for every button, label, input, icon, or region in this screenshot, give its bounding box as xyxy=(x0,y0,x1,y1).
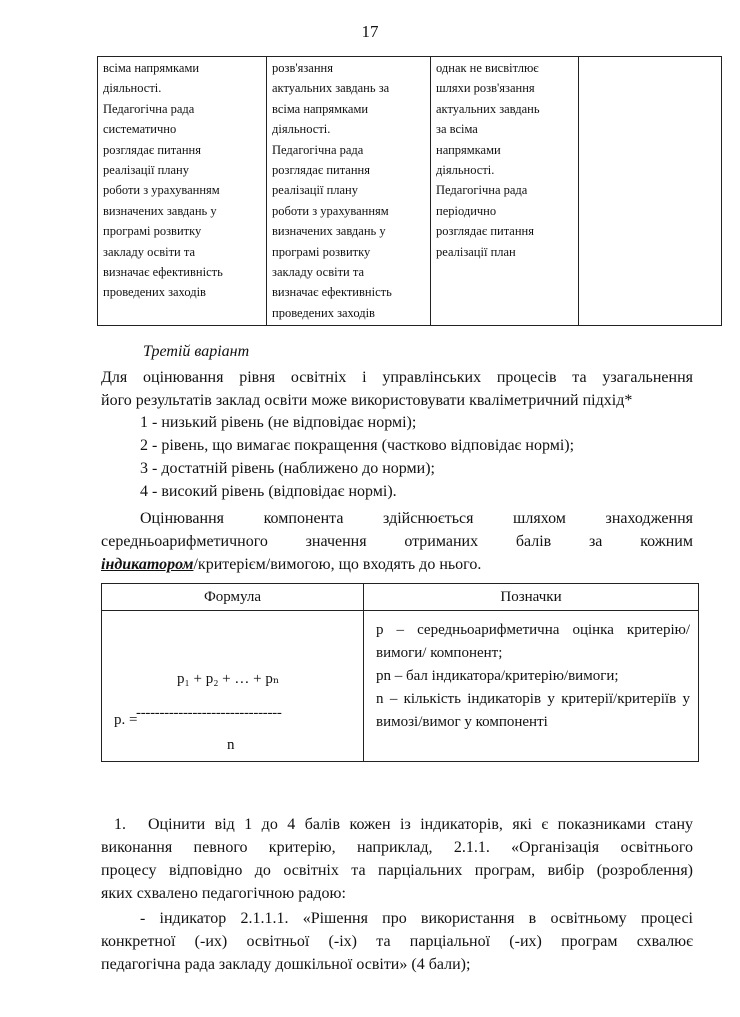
cell-line: розв'язання xyxy=(272,61,333,75)
continuation-table xyxy=(97,56,722,326)
notation-pn: pn – бал індикатора/критерію/вимоги; xyxy=(376,668,619,684)
item1-line-3: процесу відповідно до освітніх та парціальних програм, вибір (розроблення) xyxy=(101,862,693,879)
cell-line: періодично xyxy=(436,203,497,218)
level-item: 4 - високий рівень (відповідає нормі). xyxy=(140,483,397,500)
cell-line: Педагогічна рада xyxy=(272,142,364,157)
notation-p: p – середньоарифметична оцінка критерію/вимоги/ компонент; xyxy=(376,622,690,661)
cell-line: розглядає питання xyxy=(103,142,201,157)
cell-line: систематично xyxy=(103,122,177,137)
cell-line: діяльності. xyxy=(103,81,162,96)
notation-header: Позначки xyxy=(364,584,699,611)
cell-line: визначених завдань у xyxy=(103,203,217,218)
intro-line-1: Для оцінювання рівня освітніх і управлінських процесів та узагальнення xyxy=(101,369,693,386)
notation-cell xyxy=(364,611,699,762)
cell-line: Педагогічна рада xyxy=(103,101,195,116)
intro-line-2: його результатів заклад освіти може використовувати кваліметричний підхід* xyxy=(101,392,633,409)
variant-heading: Третій варіант xyxy=(143,343,250,360)
evaluation-line-3 xyxy=(101,553,693,576)
evaluation-line-3-text: /критерієм/вимогою, що входять до нього. xyxy=(193,556,482,573)
table-row xyxy=(102,611,699,762)
cell-line: діяльності. xyxy=(272,122,331,137)
cell-line: реалізації плану xyxy=(103,163,189,178)
cell-line: реалізації план xyxy=(436,244,516,259)
evaluation-line-1: Оцінювання компонента здійснюється шляхом знаходження xyxy=(140,510,693,527)
cell-line: діяльності. xyxy=(436,163,495,178)
cell-line: розглядає питання xyxy=(272,163,370,178)
cell-line: актуальних завдань за xyxy=(272,81,390,96)
cell-line: напрямками xyxy=(436,142,501,157)
table-cell-col2 xyxy=(267,57,431,326)
cell-line: проведених заходів xyxy=(103,285,206,300)
cell-line: шляхи розв'язання xyxy=(436,81,535,96)
cell-line: програмі розвитку xyxy=(103,224,202,239)
page-number: 17 xyxy=(361,22,379,41)
formula-cell xyxy=(102,611,364,762)
cell-line: однак не висвітлює xyxy=(436,61,539,75)
emphasis-term: індикатором xyxy=(101,556,194,573)
table-cell-col1 xyxy=(98,57,267,326)
cell-line: роботи з урахуванням xyxy=(103,183,220,198)
cell-line: всіма напрямками xyxy=(272,101,369,116)
table-header-row xyxy=(102,584,699,611)
cell-line: розглядає питання xyxy=(436,224,534,239)
formula-numerator: p₁ + p₂ + … + pₙ xyxy=(177,671,280,687)
cell-line: закладу освіти та xyxy=(272,265,365,280)
item1-line-2: виконання певного критерію, наприклад, 2.1.1. «Організація освітнього xyxy=(101,839,693,856)
formula-denominator: n xyxy=(227,737,235,753)
cell-line: всіма напрямками xyxy=(103,61,200,75)
item1-line-4: яких схвалено педагогічною радою: xyxy=(101,885,346,902)
level-item: 1 - низький рівень (не відповідає нормі); xyxy=(140,414,417,431)
table-cell-col4-empty xyxy=(579,57,722,326)
formula-fraction-line: ------------------------------- xyxy=(136,705,282,721)
cell-line: визначає ефективність xyxy=(272,285,392,300)
level-item: 2 - рівень, що вимагає покращення (частково відповідає нормі); xyxy=(140,437,575,454)
item1-line-1: Оцінити від 1 до 4 балів кожен із індикаторів, які є показниками стану xyxy=(148,816,693,833)
indicator-line-1: - індикатор 2.1.1.1. «Рішення про використання в освітньому процесі xyxy=(140,910,693,927)
indicator-line-3: педагогічна рада закладу дошкільної освіти» (4 бали); xyxy=(101,956,471,973)
evaluation-line-2: середньоарифметичного значення отриманих балів за кожним xyxy=(101,533,693,550)
cell-line: закладу освіти та xyxy=(103,244,196,259)
list-number: 1. xyxy=(114,816,126,833)
formula-lhs: p. = xyxy=(114,712,138,728)
cell-line: програмі розвитку xyxy=(272,244,371,259)
cell-line: визначених завдань у xyxy=(272,224,386,239)
table-cell-col3 xyxy=(431,57,579,326)
cell-line: за всіма xyxy=(436,122,478,137)
cell-line: визначає ефективність xyxy=(103,265,223,280)
cell-line: Педагогічна рада xyxy=(436,183,528,198)
cell-line: проведених заходів xyxy=(272,305,375,320)
indicator-line-2: конкретної (-их) освітньої (-іх) та парціальної (-их) програм схвалює xyxy=(101,933,693,950)
notation-n: n – кількість індикаторів у критерії/критеріїв у вимозі/вимог у компоненті xyxy=(376,691,690,730)
formula-table xyxy=(101,583,699,762)
cell-line: роботи з урахуванням xyxy=(272,203,389,218)
cell-line: реалізації плану xyxy=(272,183,358,198)
level-item: 3 - достатній рівень (наближено до норми); xyxy=(140,460,435,477)
table-row xyxy=(98,57,722,326)
formula-header: Формула xyxy=(102,584,364,611)
cell-line: актуальних завдань xyxy=(436,101,540,116)
